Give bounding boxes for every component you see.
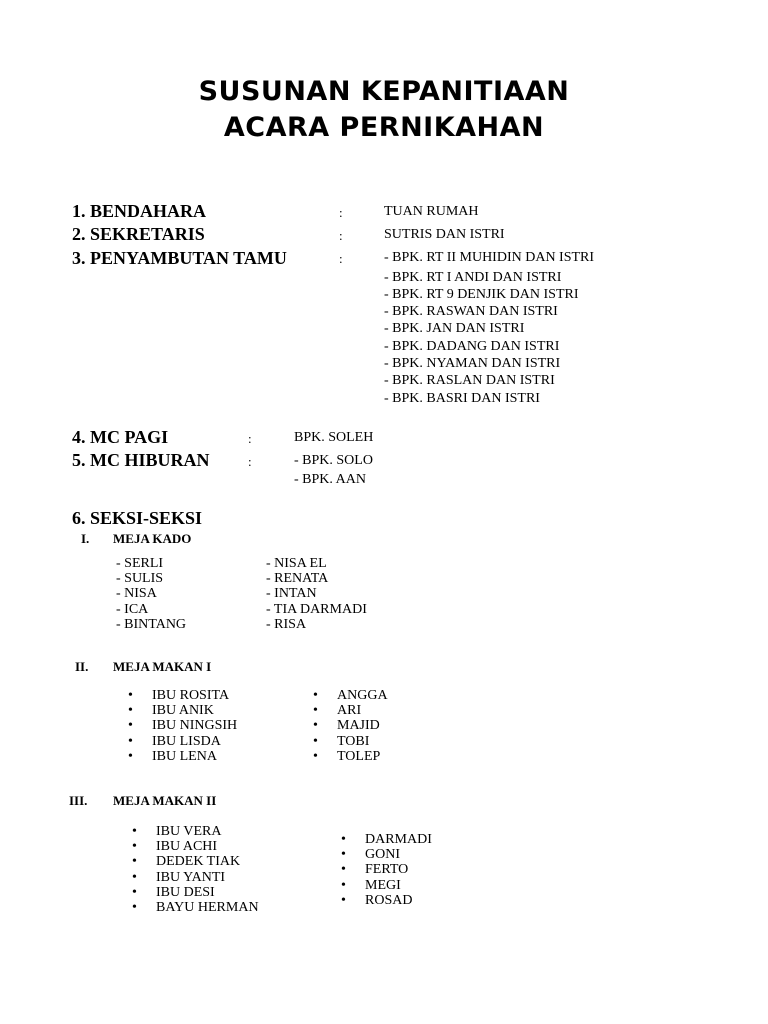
bendahara-value: TUAN RUMAH: [384, 204, 479, 219]
meja-makan-1-bullets-left: [128, 688, 133, 764]
bullet-icon: •: [313, 733, 318, 749]
bullet-icon: •: [132, 824, 137, 839]
penyambutan-value-6: - BPK. DADANG DAN ISTRI: [384, 339, 560, 354]
meja-makan-1-bullets-right: [313, 688, 318, 764]
list-item: IBU DESI: [156, 884, 215, 900]
meja-makan-2-bullets-right: [341, 832, 346, 908]
mc-hiburan-value-1: - BPK. SOLO: [294, 453, 373, 468]
meja-makan-1-left-list: [152, 688, 237, 764]
penyambutan-value-4: - BPK. RASWAN DAN ISTRI: [384, 304, 558, 319]
mc-pagi-label: 4. MC PAGI: [72, 427, 169, 447]
list-item: FERTO: [365, 862, 409, 878]
list-item: - BINTANG: [116, 616, 187, 632]
bullet-icon: •: [128, 703, 133, 719]
list-item: IBU ANIK: [152, 703, 214, 719]
bullet-icon: •: [313, 718, 318, 734]
list-item: IBU YANTI: [156, 869, 226, 885]
list-item: IBU ROSITA: [152, 688, 230, 703]
penyambutan-value-2: - BPK. RT I ANDI DAN ISTRI: [384, 270, 562, 285]
list-item: ARI: [337, 703, 362, 719]
meja-kado-numeral: I.: [81, 531, 90, 546]
sekretaris-label: 2. SEKRETARIS: [72, 224, 205, 244]
bullet-icon: •: [128, 688, 133, 703]
bullet-icon: •: [132, 869, 137, 885]
bullet-icon: •: [128, 718, 133, 734]
meja-kado-heading: MEJA KADO: [113, 531, 192, 546]
bullet-icon: •: [313, 688, 318, 703]
meja-makan-2-bullets-left: [132, 824, 137, 915]
list-item: - INTAN: [266, 586, 317, 602]
penyambutan-value-9: - BPK. BASRI DAN ISTRI: [384, 391, 540, 406]
meja-kado-right-list: [266, 556, 367, 632]
meja-makan-1-right-list: [337, 688, 388, 764]
penyambutan-value-1: - BPK. RT II MUHIDIN DAN ISTRI: [384, 250, 595, 265]
title-line-1: SUSUNAN KEPANITIAAN: [198, 76, 570, 107]
list-item: - RISA: [266, 616, 307, 632]
list-item: TOBI: [337, 733, 370, 749]
meja-makan-2-heading: MEJA MAKAN II: [113, 793, 217, 808]
sekretaris-colon: :: [339, 228, 343, 243]
mc-pagi-colon: :: [248, 431, 252, 446]
list-item: BAYU HERMAN: [156, 900, 259, 916]
meja-makan-2-left-list: [156, 824, 259, 915]
list-item: ANGGA: [337, 688, 388, 703]
list-item: IBU LENA: [152, 748, 217, 764]
bendahara-label: 1. BENDAHARA: [72, 201, 207, 221]
list-item: - NISA EL: [266, 556, 327, 571]
meja-makan-2-numeral: III.: [69, 793, 88, 808]
list-item: DARMADI: [365, 832, 432, 847]
bullet-icon: •: [128, 733, 133, 749]
list-item: ROSAD: [365, 892, 413, 908]
bullet-icon: •: [341, 847, 346, 863]
list-item: GONI: [365, 847, 400, 863]
bullet-icon: •: [341, 892, 346, 908]
penyambutan-value-5: - BPK. JAN DAN ISTRI: [384, 321, 525, 336]
bullet-icon: •: [128, 748, 133, 764]
list-item: IBU ACHI: [156, 839, 218, 855]
seksi-label: 6. SEKSI-SEKSI: [72, 508, 203, 528]
meja-makan-1-heading: MEJA MAKAN I: [113, 659, 212, 674]
list-item: - TIA DARMADI: [266, 601, 367, 617]
list-item: - ICA: [116, 601, 149, 617]
bullet-icon: •: [132, 854, 137, 870]
list-item: IBU NINGSIH: [152, 718, 238, 734]
penyambutan-label: 3. PENYAMBUTAN TAMU: [72, 248, 287, 268]
bullet-icon: •: [313, 703, 318, 719]
list-item: DEDEK TIAK: [156, 854, 241, 870]
bendahara-colon: :: [339, 205, 343, 220]
bullet-icon: •: [132, 839, 137, 855]
sekretaris-value: SUTRIS DAN ISTRI: [384, 227, 505, 242]
meja-makan-2-right-list: [365, 832, 432, 908]
title-line-2: ACARA PERNIKAHAN: [223, 112, 545, 143]
penyambutan-value-3: - BPK. RT 9 DENJIK DAN ISTRI: [384, 287, 579, 302]
list-item: MEGI: [365, 877, 401, 893]
mc-hiburan-label: 5. MC HIBURAN: [72, 450, 210, 470]
bullet-icon: •: [341, 877, 346, 893]
list-item: MAJID: [337, 718, 380, 734]
list-item: - RENATA: [266, 571, 329, 587]
list-item: IBU VERA: [156, 824, 222, 839]
list-item: - SERLI: [116, 556, 164, 571]
list-item: TOLEP: [337, 748, 381, 764]
meja-kado-left-list: [116, 556, 186, 632]
mc-hiburan-value-2: - BPK. AAN: [294, 472, 366, 487]
list-item: - NISA: [116, 586, 157, 602]
list-item: IBU LISDA: [152, 733, 221, 749]
penyambutan-value-8: - BPK. RASLAN DAN ISTRI: [384, 373, 555, 388]
penyambutan-colon: :: [339, 251, 343, 266]
list-item: - SULIS: [116, 571, 164, 587]
bullet-icon: •: [132, 900, 137, 916]
mc-pagi-value: BPK. SOLEH: [294, 430, 374, 445]
mc-hiburan-colon: :: [248, 454, 252, 469]
bullet-icon: •: [132, 884, 137, 900]
bullet-icon: •: [341, 862, 346, 878]
penyambutan-value-7: - BPK. NYAMAN DAN ISTRI: [384, 356, 561, 371]
bullet-icon: •: [341, 832, 346, 847]
meja-makan-1-numeral: II.: [75, 659, 89, 674]
bullet-icon: •: [313, 748, 318, 764]
